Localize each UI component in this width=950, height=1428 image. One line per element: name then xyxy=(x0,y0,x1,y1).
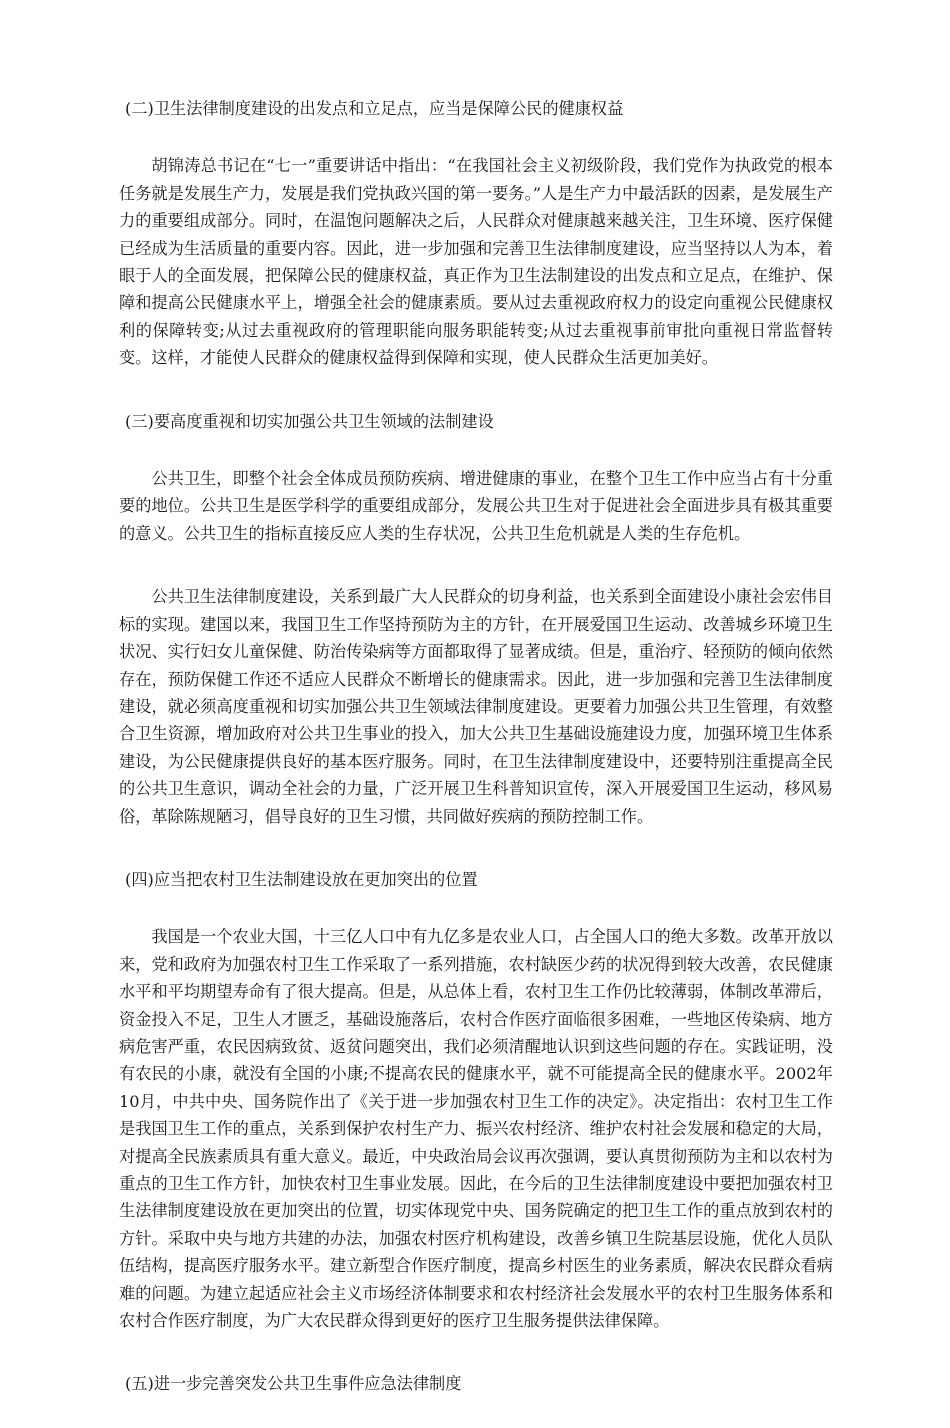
section-heading-4: (四)应当把农村卫生法制建设放在更加突出的位置 xyxy=(125,869,478,889)
paragraph-health-rights: 胡锦涛总书记在“七一”重要讲话中指出：“在我国社会主义初级阶段，我们党作为执政党的根本任务就是发展生产力，发展是我们党执政兴国的第一要务。”人是生产力中最活跃的因素，是发展生产力的重要组成部分。同时，在温饱问题解决之后，人民群众对健康越来越关注，卫生环境、医疗保健已经成为生活质量的重要内容。因此，进一步加强和完善卫生法律制度建设，应当坚持以人为本，着眼于人的全面发展，把保障公民的健康权益，真正作为卫生法制建设的出发点和立足点，在维护、保障和提高公民健康水平上，增强全社会的健康素质。要从过去重视政府权力的设定向重视公民健康权利的保障转变;从过去重视政府的管理职能向服务职能转变;从过去重视事前审批向重视日常监督转变。这样，才能使人民群众的健康权益得到保障和实现，使人民群众生活更加美好。 xyxy=(119,156,833,368)
paragraph-public-health-definition: 公共卫生，即整个社会全体成员预防疾病、增进健康的事业，在整个卫生工作中应当占有十分重要的地位。公共卫生是医学科学的重要组成部分，发展公共卫生对于促进社会全面进步具有极其重要的意义。公共卫生的指标直接反应人类的生存状况，公共卫生危机就是人类的生存危机。 xyxy=(119,469,833,543)
section-heading-5: (五)进一步完善突发公共卫生事件应急法律制度 xyxy=(125,1374,462,1394)
section-heading-2: (二)卫生法律制度建设的出发点和立足点，应当是保障公民的健康权益 xyxy=(125,99,624,118)
document-body xyxy=(119,95,833,1428)
paragraph-public-health-legislation: 公共卫生法律制度建设，关系到最广大人民群众的切身利益，也关系到全面建设小康社会宏伟目标的实现。建国以来，我国卫生工作坚持预防为主的方针，在开展爱国卫生运动、改善城乡环境卫生状况、实行妇女儿童保健、防治传染病等方面都取得了显著成绩。但是，重治疗、轻预防的倾向依然存在，预防保健工作还不适应人民群众不断增长的健康需求。因此，进一步加强和完善卫生法律制度建设，就必须高度重视和切实加强公共卫生领域法律制度建设。更要着力加强公共卫生管理，有效整合卫生资源，增加政府对公共卫生事业的投入，加大公共卫生基础设施建设力度，加强环境卫生体系建设，为公民健康提供良好的基本医疗服务。同时，在卫生法律制度建设中，还要特别注重提高全民的公共卫生意识，调动全社会的力量，广泛开展卫生科普知识宣传，深入开展爱国卫生运动，移风易俗，革除陈规陋习，倡导良好的卫生习惯，共同做好疾病的预防控制工作。 xyxy=(119,587,833,826)
section-heading-3: (三)要高度重视和切实加强公共卫生领域的法制建设 xyxy=(125,411,494,431)
paragraph-rural-health: 我国是一个农业大国，十三亿人口中有九亿多是农业人口，占全国人口的绝大多数。改革开放以来，党和政府为加强农村卫生工作采取了一系列措施，农村缺医少药的状况得到较大改善，农民健康水平和平均期望寿命有了很大提高。但是，从总体上看，农村卫生工作仍比较薄弱，体制改革滞后，资金投入不足，卫生人才匮乏，基础设施落后，农村合作医疗面临很多困难，一些地区传染病、地方病危害严重，农民因病致贫、返贫问题突出，我们必须清醒地认识到这些问题的存在。实践证明，没有农民的小康，就没有全国的小康;不提高农民的健康水平，就不可能提高全民的健康水平。2002年10月，中共中央、国务院作出了《关于进一步加强农村卫生工作的决定》。决定指出：农村卫生工作是我国卫生工作的重点，关系到保护农村生产力、振兴农村经济、维护农村社会发展和稳定的大局，对提高全民族素质具有重大意义。最近，中央政治局会议再次强调，要认真贯彻预防为主和以农村为重点的卫生工作方针，加快农村卫生事业发展。因此，在今后的卫生法律制度建设中要把加强农村卫生法律制度建设放在更加突出的位置，切实体现党中央、国务院确定的把卫生工作的重点放到农村的方针。采取中央与地方共建的办法，加强农村医疗机构建设，改善乡镇卫生院基层设施，优化人员队伍结构，提高医疗服务水平。建立新型合作医疗制度，提高乡村医生的业务素质，解决农民群众看病难的问题。为建立起适应社会主义市场经济体制要求和农村经济社会发展水平的农村卫生服务体系和农村合作医疗制度，为广大农民群众得到更好的医疗卫生服务提供法律保障。 xyxy=(119,927,833,1331)
